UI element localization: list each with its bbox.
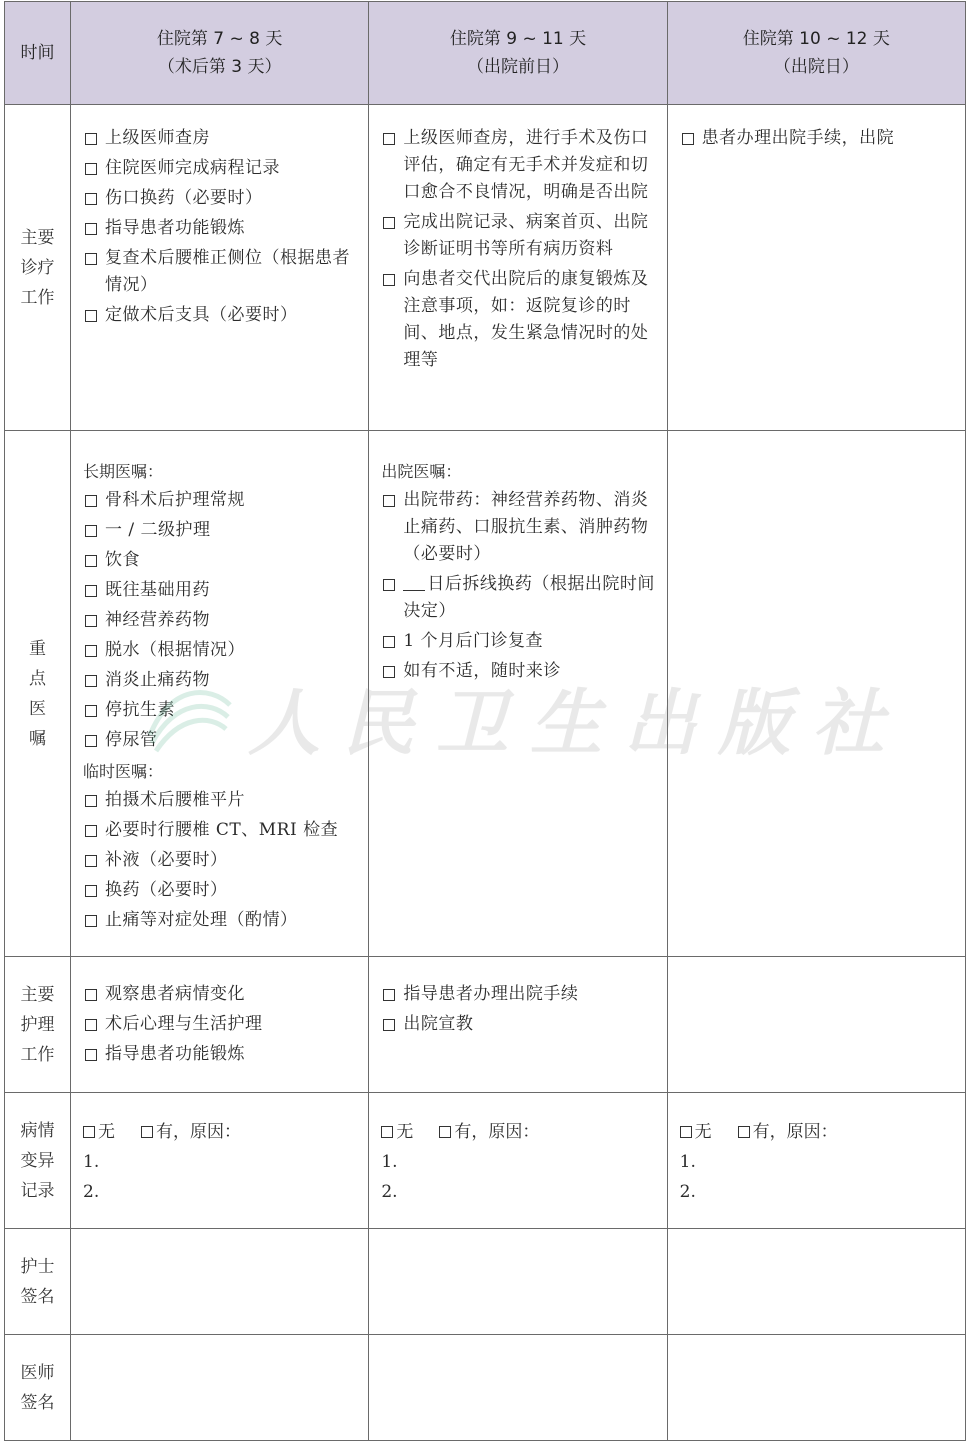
main-work-col1-list xyxy=(71,105,368,342)
key-orders-col1-content xyxy=(71,431,368,947)
list-item-text: 消炎止痛药物 xyxy=(105,670,210,690)
list-item xyxy=(83,487,358,514)
list-item xyxy=(83,215,358,242)
checkbox[interactable] xyxy=(383,133,395,145)
doctor-sign-col2[interactable] xyxy=(369,1335,667,1441)
none-checkbox[interactable] xyxy=(83,1126,95,1138)
variance-reason-2[interactable]: 2. xyxy=(83,1182,100,1202)
key-orders-col3 xyxy=(667,431,965,957)
list-item xyxy=(381,658,656,685)
label-line: 医师 xyxy=(20,1362,55,1383)
list-item xyxy=(83,787,358,814)
checkbox[interactable] xyxy=(85,735,97,747)
none-label: 无 xyxy=(98,1122,115,1142)
list-item xyxy=(83,517,358,544)
day-7-8-header xyxy=(71,2,369,105)
label-line: 诊疗 xyxy=(20,257,55,278)
main-work-col3 xyxy=(667,105,965,431)
checkbox[interactable] xyxy=(85,615,97,627)
label-line: 工作 xyxy=(20,287,55,308)
checkbox[interactable] xyxy=(85,585,97,597)
nursing-label xyxy=(5,957,71,1093)
list-item xyxy=(83,727,358,754)
list-item-text: 伤口换药（必要时） xyxy=(105,188,263,208)
label-line: 签名 xyxy=(20,1286,55,1307)
label-line: 护士 xyxy=(20,1256,55,1277)
key-orders-label-text xyxy=(11,634,64,754)
none-checkbox[interactable] xyxy=(381,1126,393,1138)
watermark-text: 人民卫生出版社 xyxy=(248,680,907,765)
label-line: 记录 xyxy=(20,1180,55,1201)
label-line: 主要 xyxy=(20,984,55,1005)
main-work-col1 xyxy=(71,105,369,431)
variance-reason-2[interactable]: 2. xyxy=(381,1182,398,1202)
nurse-sign-label xyxy=(5,1229,71,1335)
list-item-text: 骨科术后护理常规 xyxy=(105,490,245,510)
main-work-col3-list xyxy=(668,105,965,165)
list-item-text: 向患者交代出院后的康复锻炼及注意事项，如：返院复诊的时间、地点，发生紧急情况时的处理等 xyxy=(403,269,649,370)
checkbox[interactable] xyxy=(85,885,97,897)
list-item-text: 一 / 二级护理 xyxy=(105,520,211,540)
label-line: 点 xyxy=(29,668,46,689)
header-col2-line2: （出院前日） xyxy=(466,57,569,77)
list-item-text: 观察患者病情变化 xyxy=(105,984,245,1004)
main-work-row xyxy=(5,105,966,431)
main-work-col2 xyxy=(369,105,667,431)
nurse-sign-label-text xyxy=(11,1252,64,1312)
nursing-col1-list xyxy=(71,957,368,1081)
variance-col3-content xyxy=(668,1093,965,1217)
header-col1-line1: 住院第 7 ~ 8 天 xyxy=(156,29,283,49)
variance-col3 xyxy=(667,1093,965,1229)
variance-row xyxy=(5,1093,966,1229)
label-line: 工作 xyxy=(20,1044,55,1065)
checkbox[interactable] xyxy=(85,495,97,507)
key-orders-col2 xyxy=(369,431,667,957)
variance-reason-1[interactable]: 1. xyxy=(381,1152,398,1172)
list-item-text: 上级医师查房，进行手术及伤口评估，确定有无手术并发症和切口愈合不良情况，明确是否出院 xyxy=(403,128,649,202)
list-item xyxy=(381,628,656,655)
nurse-sign-col1[interactable] xyxy=(71,1229,369,1335)
list-item-text: 指导患者功能锻炼 xyxy=(105,218,245,238)
doctor-sign-label xyxy=(5,1335,71,1441)
list-item xyxy=(83,302,358,329)
list-item-text: 既往基础用药 xyxy=(105,580,210,600)
checkbox[interactable] xyxy=(85,525,97,537)
list-item xyxy=(83,547,358,574)
return-if-unwell-text: 如有不适，随时来诊 xyxy=(403,661,561,681)
nurse-sign-col2[interactable] xyxy=(369,1229,667,1335)
list-item xyxy=(83,907,358,934)
day-10-12-header xyxy=(667,2,965,105)
label-line: 主要 xyxy=(20,227,55,248)
list-item-text: 脱水（根据情况） xyxy=(105,640,245,660)
list-item xyxy=(381,1011,656,1038)
list-item xyxy=(83,1041,358,1068)
checkbox[interactable] xyxy=(85,989,97,1001)
list-item xyxy=(83,667,358,694)
list-item-text: 止痛等对症处理（酌情） xyxy=(105,910,298,930)
days-blank-field[interactable] xyxy=(403,572,425,591)
list-item-text: 完成出院记录、病案首页、出院诊断证明书等所有病历资料 xyxy=(403,212,649,259)
list-item-text: 必要时行腰椎 CT、MRI 检查 xyxy=(105,820,339,840)
discharge-orders-title: 出院医嘱： xyxy=(381,462,462,481)
header-row xyxy=(5,2,966,105)
discharge-medication-text: 出院带药：神经营养药物、消炎止痛药、口服抗生素、消肿药物（必要时） xyxy=(403,490,649,564)
list-item xyxy=(83,877,358,904)
key-orders-label xyxy=(5,431,71,957)
checkbox[interactable] xyxy=(682,133,694,145)
nursing-row xyxy=(5,957,966,1093)
list-item xyxy=(83,1011,358,1038)
checkbox[interactable] xyxy=(85,705,97,717)
header-col2-line1: 住院第 9 ~ 11 天 xyxy=(449,29,587,49)
list-item-text: 复查术后腰椎正侧位（根据患者情况） xyxy=(105,248,350,295)
doctor-sign-col3[interactable] xyxy=(667,1335,965,1441)
list-item xyxy=(381,209,656,263)
variance-col2 xyxy=(369,1093,667,1229)
header-col1-line2: （术后第 3 天） xyxy=(157,57,282,77)
list-item-text: 指导患者办理出院手续 xyxy=(403,984,579,1004)
doctor-sign-col1[interactable] xyxy=(71,1335,369,1441)
long-term-orders-title: 长期医嘱： xyxy=(83,462,164,481)
list-item-text: 定做术后支具（必要时） xyxy=(105,305,298,325)
checkbox[interactable] xyxy=(85,133,97,145)
checkbox[interactable] xyxy=(85,193,97,205)
variance-label-text xyxy=(11,1116,64,1206)
nursing-label-text xyxy=(11,980,64,1070)
checkbox[interactable] xyxy=(85,1019,97,1031)
variance-options xyxy=(680,1117,955,1147)
label-line: 医 xyxy=(29,698,46,719)
label-line: 病情 xyxy=(20,1120,55,1141)
list-item xyxy=(83,607,358,634)
main-work-label xyxy=(5,105,71,431)
list-item-text: 补液（必要时） xyxy=(105,850,228,870)
header-col3-line2: （出院日） xyxy=(773,57,859,77)
list-item xyxy=(381,571,656,625)
label-line: 嘱 xyxy=(29,728,46,749)
has-reason-label: 有，原因： xyxy=(752,1122,838,1142)
list-item xyxy=(83,155,358,182)
checkbox[interactable] xyxy=(383,1019,395,1031)
variance-reason-2[interactable]: 2. xyxy=(679,1182,696,1202)
has-checkbox[interactable] xyxy=(141,1126,153,1138)
list-item xyxy=(83,245,358,299)
main-work-col2-list xyxy=(369,105,666,387)
list-item-text: 拍摄术后腰椎平片 xyxy=(105,790,245,810)
list-item xyxy=(381,487,656,568)
checkbox[interactable] xyxy=(85,825,97,837)
checkbox[interactable] xyxy=(383,636,395,648)
checkbox[interactable] xyxy=(85,223,97,235)
list-item xyxy=(83,185,358,212)
list-item xyxy=(381,981,656,1008)
clinical-pathway-table xyxy=(4,1,966,1441)
none-label: 无 xyxy=(694,1122,712,1142)
list-item xyxy=(83,847,358,874)
list-item-text: 停尿管 xyxy=(105,730,158,750)
list-item xyxy=(83,817,358,844)
list-item-text: 饮食 xyxy=(105,550,140,570)
day-9-11-header xyxy=(369,2,667,105)
suture-removal-text: 日后拆线换药（根据出院时间决定） xyxy=(403,574,655,621)
list-item-text: 出院宣教 xyxy=(403,1014,474,1034)
nursing-col2 xyxy=(369,957,667,1093)
has-checkbox[interactable] xyxy=(439,1126,451,1138)
checkbox[interactable] xyxy=(85,645,97,657)
label-line: 变异 xyxy=(20,1150,55,1171)
key-orders-col1 xyxy=(71,431,369,957)
has-checkbox[interactable] xyxy=(738,1126,750,1138)
checkbox[interactable] xyxy=(85,855,97,867)
checkbox[interactable] xyxy=(383,217,395,229)
checkbox[interactable] xyxy=(85,310,97,322)
nurse-sign-row xyxy=(5,1229,966,1335)
variance-col2-content xyxy=(369,1093,666,1217)
list-item xyxy=(83,697,358,724)
has-reason-label: 有，原因： xyxy=(156,1122,241,1142)
main-work-label-text xyxy=(11,223,64,313)
time-header: 时间 xyxy=(5,2,71,105)
variance-col1 xyxy=(71,1093,369,1229)
label-line: 护理 xyxy=(20,1014,55,1035)
list-item-text: 术后心理与生活护理 xyxy=(105,1014,263,1034)
list-item-text: 患者办理出院手续，出院 xyxy=(701,128,895,148)
list-item xyxy=(680,125,955,152)
has-reason-label: 有，原因： xyxy=(454,1122,540,1142)
key-orders-col2-content xyxy=(369,431,666,698)
doctor-sign-row xyxy=(5,1335,966,1441)
variance-reason-1[interactable]: 1. xyxy=(679,1152,696,1172)
none-label: 无 xyxy=(396,1122,414,1142)
header-col3-line1: 住院第 10 ~ 12 天 xyxy=(742,29,890,49)
nursing-col1 xyxy=(71,957,369,1093)
list-item-text: 指导患者功能锻炼 xyxy=(105,1044,245,1064)
list-item xyxy=(83,981,358,1008)
list-item-text: 住院医师完成病程记录 xyxy=(105,158,280,178)
checkbox[interactable] xyxy=(85,163,97,175)
long-term-orders-list xyxy=(83,487,358,754)
followup-text: 1 个月后门诊复查 xyxy=(403,631,544,651)
list-item xyxy=(83,637,358,664)
nurse-sign-col3[interactable] xyxy=(667,1229,965,1335)
checkbox[interactable] xyxy=(383,666,395,678)
doctor-sign-label-text xyxy=(11,1358,64,1418)
checkbox[interactable] xyxy=(85,795,97,807)
label-line: 重 xyxy=(29,638,46,659)
variance-label xyxy=(5,1093,71,1229)
checkbox[interactable] xyxy=(85,915,97,927)
checkbox[interactable] xyxy=(383,495,395,507)
checkbox[interactable] xyxy=(383,989,395,1001)
checkbox[interactable] xyxy=(85,675,97,687)
list-item-text: 换药（必要时） xyxy=(105,880,228,900)
list-item xyxy=(83,577,358,604)
list-item xyxy=(381,125,656,206)
nursing-col2-list xyxy=(369,957,666,1051)
variance-options xyxy=(381,1117,656,1147)
temporary-orders-list xyxy=(83,787,358,934)
checkbox[interactable] xyxy=(85,555,97,567)
temporary-orders-title: 临时医嘱： xyxy=(83,762,164,781)
variance-options xyxy=(83,1117,358,1147)
list-item xyxy=(83,125,358,152)
list-item xyxy=(381,266,656,374)
list-item-text: 神经营养药物 xyxy=(105,610,210,630)
variance-reason-1[interactable]: 1. xyxy=(83,1152,100,1172)
none-checkbox[interactable] xyxy=(680,1126,692,1138)
checkbox[interactable] xyxy=(383,579,395,591)
checkbox[interactable] xyxy=(85,253,97,265)
nursing-col3 xyxy=(667,957,965,1093)
list-item-text: 停抗生素 xyxy=(105,700,175,720)
checkbox[interactable] xyxy=(85,1049,97,1061)
list-item-text: 上级医师查房 xyxy=(105,128,210,148)
checkbox[interactable] xyxy=(383,274,395,286)
key-orders-row xyxy=(5,431,966,957)
label-line: 签名 xyxy=(20,1392,55,1413)
variance-col1-content xyxy=(71,1093,368,1217)
